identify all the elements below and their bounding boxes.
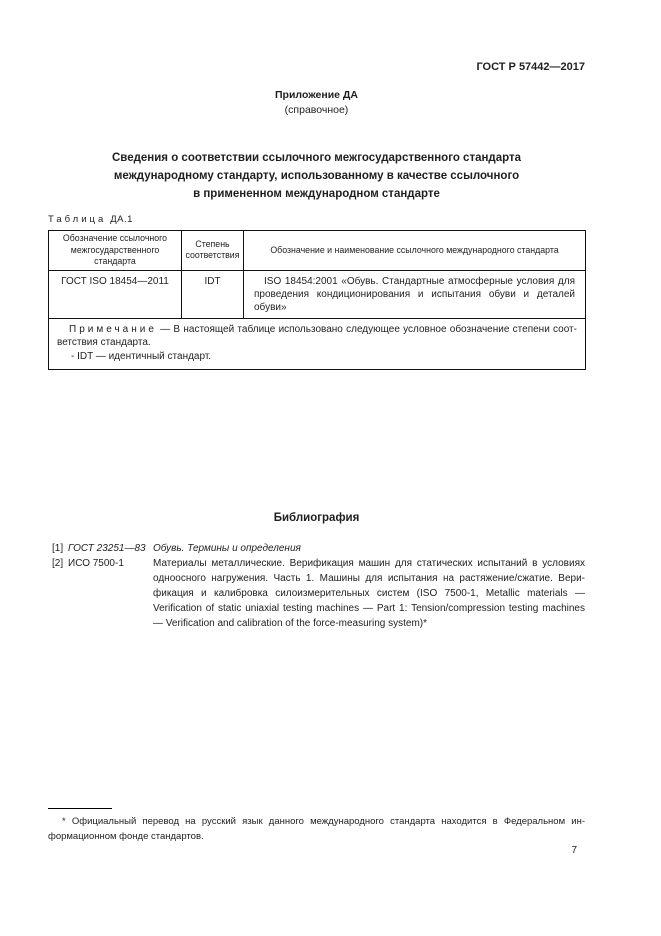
footnote-rule [48,808,112,809]
cell-interstate-standard: ГОСТ ISO 18454—2011 [49,270,182,318]
column-header-reference-standard: Обозначение ссылочного межгосударственного стандарта [49,231,182,271]
entry-reference: ГОСТ 23251—83 [68,543,146,554]
bibliography-entry [48,556,585,631]
page-number: 7 [571,845,577,856]
section-title [48,149,585,203]
bibliography-list [48,541,585,631]
section-title-line: Сведения о соответствии ссылочного межгосударственного стандарта [111,152,522,164]
table-row [49,270,586,318]
note-label: Примечание [69,323,157,335]
column-header-international-standard: Обозначение и наименование ссылочного международного стандарта [244,231,586,271]
cell-international-standard: ISO 18454:2001 «Обувь. Стандартные атмосферные условия для проведения кондиционирования и испытания обуви и деталей обуви» [244,270,586,318]
table-caption-number: ДА.1 [110,214,133,225]
annex-block [48,88,585,118]
annex-label: Приложение ДА [275,89,358,101]
correspondence-table [48,230,586,370]
section-title-line: международному стандарту, использованному в качестве ссылочного [113,170,520,182]
table-note-row [49,318,586,369]
column-header-degree: Степень соответствия [182,231,244,271]
entry-description: Материалы металлические. Верификация машин для статических испытаний в условиях одноосного нагружения. Часть 1. Машины для испытания на растяжение/сжатие. Верификация и калибровка силоизмерительных систем (ISO 7500-1, Metallic materials — Verification of static uniaxial testing machines — Part 1: Tension/compression testing machines — Verification and calibration of the force-measuring system)* [153,558,585,629]
bibliography-heading: Библиография [273,512,360,524]
entry-reference: ИСО 7500-1 [68,558,124,569]
table-caption-word: Таблица [48,214,107,225]
note-text: — В настоящей таблице использовано следующее условное обозначение степени соответствия стандарта. [57,323,577,348]
entry-number: [1] [52,543,64,554]
footnote-text: * Официальный перевод на русский язык данного международного стандарта находится в Федеральном информационном фонде стандартов. [48,816,585,842]
section-title-line: в примененном международном стандарте [193,188,440,200]
entry-number: [2] [52,558,64,569]
annex-type: (справочное) [284,104,349,116]
entry-description: Обувь. Термины и определения [153,543,301,554]
table-note [49,318,586,369]
note-paragraph [57,323,577,349]
table-header-row [49,231,586,271]
note-item: - IDT — идентичный стандарт. [71,350,212,362]
bibliography-entry [48,541,585,556]
table-caption [48,214,133,225]
cell-degree: IDT [182,270,244,318]
standard-reference: ГОСТ Р 57442—2017 [476,61,585,73]
